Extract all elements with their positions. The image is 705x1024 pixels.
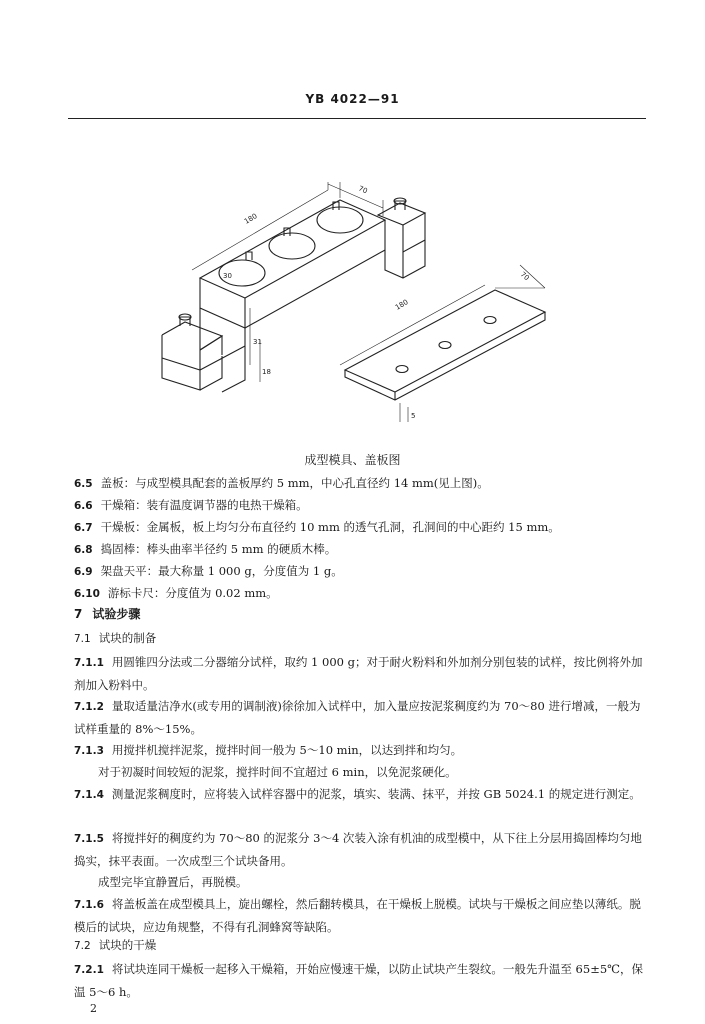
item-6-6: 6.6 干燥箱：装有温度调节器的电热干燥箱。 (74, 498, 308, 512)
para-7-1-1: 7.1.1 用圆锥四分法或二分器缩分试样，取约 1 000 g；对于耐火粉料和外加剂分别包装的试样，按比例将外加剂加入粉料中。 (74, 655, 643, 692)
dim-side-1: 31 (253, 338, 262, 346)
figure-caption: 成型模具、盖板图 (304, 453, 401, 467)
item-6-5: 6.5 盖板：与成型模具配套的盖板厚约 5 mm，中心孔直径约 14 mm(见上图)。 (74, 476, 489, 490)
page-header: YB 4022—91 (305, 92, 400, 106)
dim-mold-width: 70 (357, 184, 369, 196)
header-rule (68, 118, 646, 119)
dim-side-2: 18 (262, 368, 271, 376)
dim-plate-thick: 5 (411, 412, 416, 420)
para-7-1-5-note: 成型完毕宜静置后，再脱模。 (98, 875, 248, 889)
dim-mold-length: 180 (243, 212, 259, 226)
para-7-1-6: 7.1.6 将盖板盖在成型模具上，旋出螺栓，然后翻转模具，在干燥板上脱模。试块与干燥板之间应垫以薄纸。脱模后的试块，应边角规整，不得有孔洞蜂窝等缺陷。 (74, 897, 641, 934)
item-6-10: 6.10 游标卡尺：分度值为 0.02 mm。 (74, 586, 278, 600)
para-7-1-3-note: 对于初凝时间较短的泥浆，搅拌时间不宜超过 6 min，以免泥浆硬化。 (98, 765, 457, 779)
page-number: 2 (90, 1002, 97, 1015)
cover-plate-hole-3 (484, 317, 496, 324)
cover-plate-hole-1 (396, 366, 408, 373)
para-7-2-1: 7.2.1 将试块连同干燥板一起移入干燥箱，开始应慢速干燥，以防止试块产生裂纹。一般先升温至 65±5℃，保温 5～6 h。 (74, 962, 644, 999)
dim-hole: 30 (223, 272, 232, 280)
section-7-2-heading: 7.2 试块的干燥 (74, 938, 157, 952)
mold-and-cover-figure (150, 160, 570, 430)
section-7-1-heading: 7.1 试块的制备 (74, 631, 157, 645)
item-6-8: 6.8 捣固棒：棒头曲率半径约 5 mm 的硬质木棒。 (74, 542, 337, 556)
dim-plate-length: 180 (394, 298, 410, 312)
item-6-9: 6.9 架盘天平：最大称量 1 000 g，分度值为 1 g。 (74, 564, 343, 578)
para-7-1-5: 7.1.5 将搅拌好的稠度约为 70～80 的泥浆分 3～4 次装入涂有机油的成型模中，从下往上分层用捣固棒均匀地捣实，抹平表面。一次成型三个试块备用。 (74, 831, 642, 868)
para-7-1-4: 7.1.4 测量泥浆稠度时，应将装入试样容器中的泥浆，填实、装满、抹平，并按 GB 5024.1 的规定进行测定。 (74, 787, 641, 801)
mold-hole-2 (269, 233, 315, 259)
item-6-7: 6.7 干燥板：金属板，板上均匀分布直径约 10 mm 的透气孔洞，孔洞间的中心距约 15 mm。 (74, 520, 560, 534)
section-7-heading: 7 试验步骤 (74, 607, 141, 621)
para-7-1-2: 7.1.2 量取适量洁净水(或专用的调制液)徐徐加入试样中，加入量应按泥浆稠度约为 70～80 进行增减，一般为试样重量的 8%～15%。 (74, 699, 641, 736)
cover-plate-hole-2 (439, 342, 451, 349)
dim-plate-width: 70 (518, 270, 531, 283)
mold-hole-3 (317, 207, 363, 233)
para-7-1-3: 7.1.3 用搅拌机搅拌泥浆，搅拌时间一般为 5～10 min，以达到拌和均匀。 (74, 743, 463, 757)
